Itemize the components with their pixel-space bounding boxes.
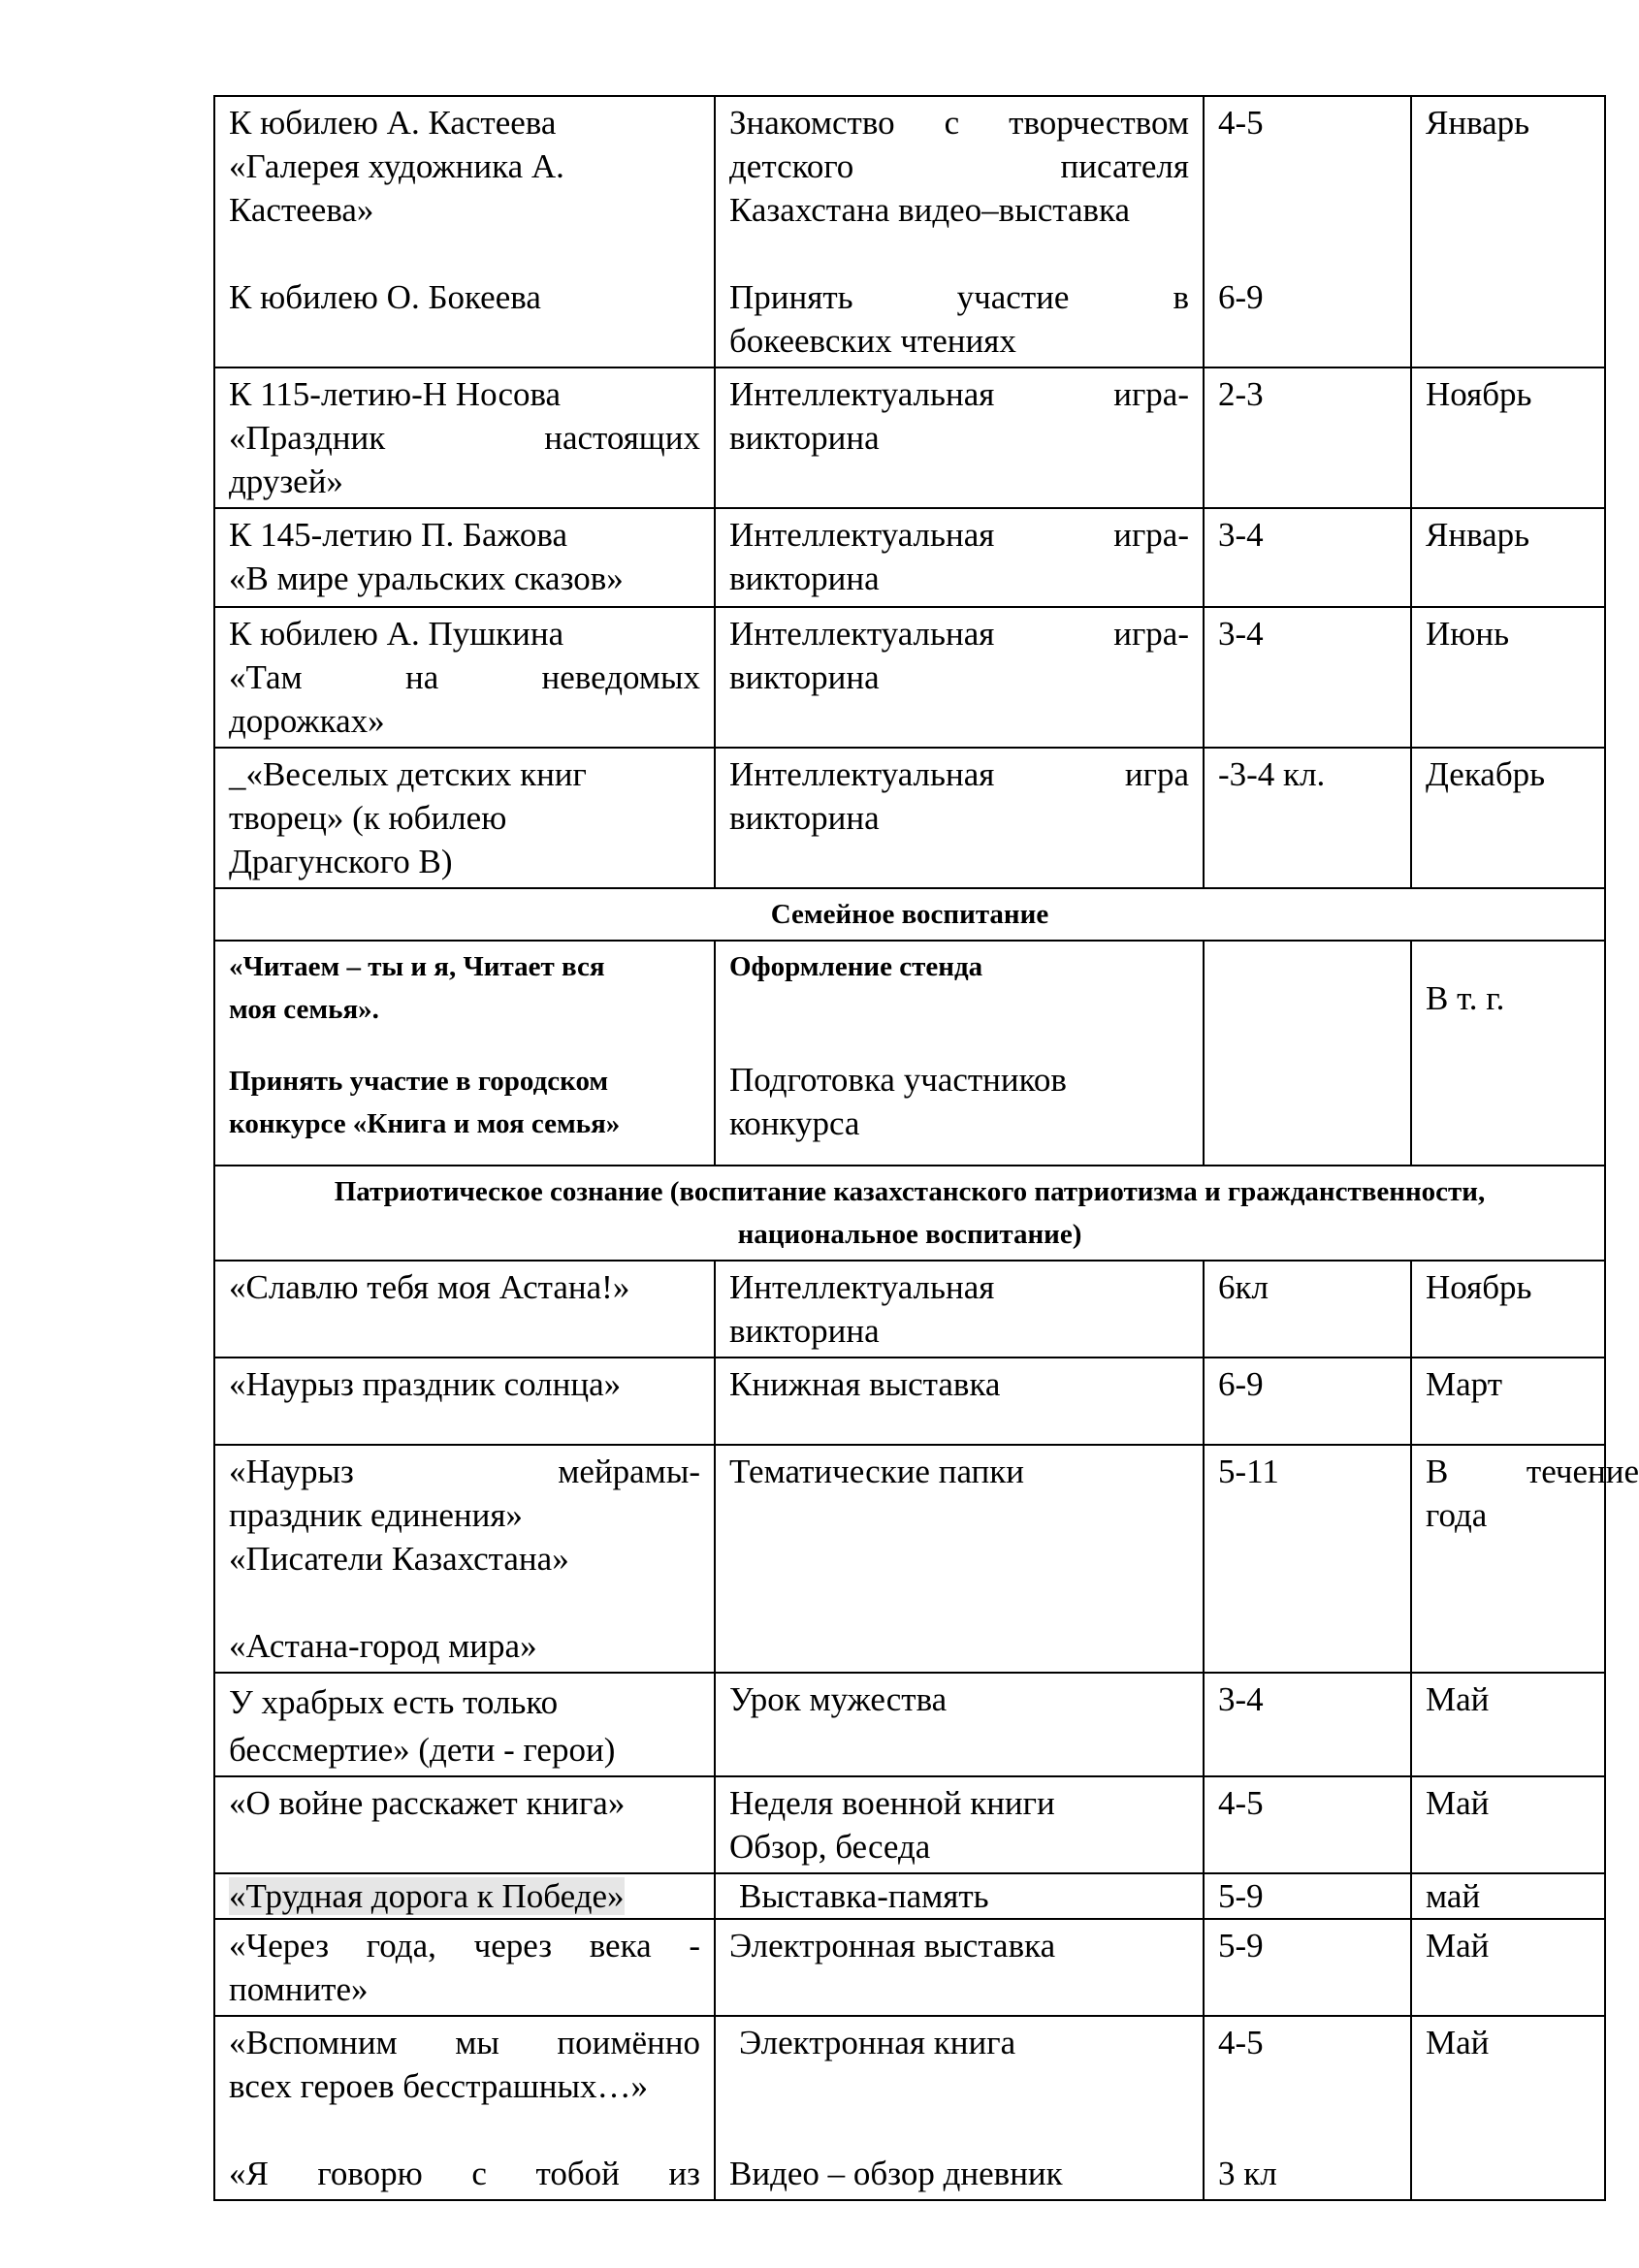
event-form-cell: Неделя военной книги Обзор, беседа — [715, 1776, 1204, 1873]
event-form-cell: Оформление стенда Подготовка участников конкурса — [715, 941, 1204, 1166]
table-row — [214, 1358, 1605, 1445]
event-date-cell: Март — [1411, 1358, 1605, 1445]
event-date-cell: Декабрь — [1411, 748, 1605, 888]
event-form-cell: Интеллектуальная игра- викторина — [715, 607, 1204, 748]
event-class-cell: 6-9 — [1204, 1358, 1411, 1445]
event-class-cell: -3-4 кл. — [1204, 748, 1411, 888]
event-form-cell: Электронная книга Видео – обзор дневник — [715, 2016, 1204, 2200]
event-class-cell: 3-4 — [1204, 508, 1411, 607]
event-date-cell: В течение года — [1411, 1445, 1605, 1673]
event-date-cell: Июнь — [1411, 607, 1605, 748]
event-class-cell: 4-5 — [1204, 1776, 1411, 1873]
event-date-cell: Январь — [1411, 96, 1605, 367]
event-date-cell: май — [1411, 1873, 1605, 1919]
event-form-cell: Интеллектуальная игра викторина — [715, 748, 1204, 888]
table-row — [214, 607, 1605, 748]
event-form-cell: Тематические папки — [715, 1445, 1204, 1673]
event-title-cell: К 145-летию П. Бажова «В мире уральских сказов» — [214, 508, 715, 607]
table-row — [214, 748, 1605, 888]
event-form-cell: Знакомство с творчеством детского писателя Казахстана видео–выставка Принять участие в бокеевских чтениях — [715, 96, 1204, 367]
event-title-cell: «Славлю тебя моя Астана!» — [214, 1261, 715, 1358]
event-title-cell: К 115-летию-Н Носова «Праздник настоящих друзей» — [214, 367, 715, 508]
event-title-cell: К юбилею А. Кастеева «Галерея художника А. Кастеева» К юбилею О. Бокеева — [214, 96, 715, 367]
event-form-cell: Книжная выставка — [715, 1358, 1204, 1445]
event-date-cell: Ноябрь — [1411, 367, 1605, 508]
event-class-cell: 5-9 — [1204, 1873, 1411, 1919]
event-date-cell: Май — [1411, 1673, 1605, 1776]
event-class-cell — [1204, 941, 1411, 1166]
table-row — [214, 1873, 1605, 1919]
event-title-cell: «Читаем – ты и я, Читает вся моя семья». Принять участие в городском конкурсе «Книга и моя семья» — [214, 941, 715, 1166]
event-form-cell: Интеллектуальная викторина — [715, 1261, 1204, 1358]
section-row — [214, 888, 1605, 941]
event-title-cell: «Наурыз мейрамы- праздник единения» «Писатели Казахстана» «Астана-город мира» — [214, 1445, 715, 1673]
table-row — [214, 1919, 1605, 2016]
event-class-cell: 3-4 — [1204, 1673, 1411, 1776]
section-heading-family: Семейное воспитание — [214, 888, 1605, 941]
event-title-cell: _«Веселых детских книг творец» (к юбилею Драгунского В) — [214, 748, 715, 888]
event-form-cell: Интеллектуальная игра- викторина — [715, 508, 1204, 607]
table-row — [214, 96, 1605, 367]
event-class-cell: 3-4 — [1204, 607, 1411, 748]
event-form-cell: Электронная выставка — [715, 1919, 1204, 2016]
event-title-cell: К юбилею А. Пушкина «Там на неведомых дорожках» — [214, 607, 715, 748]
table-row — [214, 1261, 1605, 1358]
event-class-cell: 2-3 — [1204, 367, 1411, 508]
table-row — [214, 1445, 1605, 1673]
event-title-cell: «Вспомним мы поимённо всех героев бесстрашных…» «Я говорю с тобой из — [214, 2016, 715, 2200]
event-title-cell: «Через года, через века - помните» — [214, 1919, 715, 2016]
table-row — [214, 508, 1605, 607]
table-row — [214, 367, 1605, 508]
section-row — [214, 1166, 1605, 1261]
event-title-cell: У храбрых есть только бессмертие» (дети - герои) — [214, 1673, 715, 1776]
event-class-cell: 6кл — [1204, 1261, 1411, 1358]
table-row — [214, 941, 1605, 1166]
event-date-cell: Май — [1411, 2016, 1605, 2200]
event-title-cell: «Наурыз праздник солнца» — [214, 1358, 715, 1445]
event-date-cell: Январь — [1411, 508, 1605, 607]
event-title-cell: «Трудная дорога к Победе» — [214, 1873, 715, 1919]
event-form-cell: Урок мужества — [715, 1673, 1204, 1776]
table-row — [214, 1776, 1605, 1873]
event-class-cell: 4-5 3 кл — [1204, 2016, 1411, 2200]
event-class-cell: 4-5 6-9 — [1204, 96, 1411, 367]
event-date-cell: Май — [1411, 1776, 1605, 1873]
event-form-cell: Выставка-память — [715, 1873, 1204, 1919]
event-class-cell: 5-11 — [1204, 1445, 1411, 1673]
event-date-cell: Ноябрь — [1411, 1261, 1605, 1358]
event-class-cell: 5-9 — [1204, 1919, 1411, 2016]
event-date-cell: В т. г. — [1411, 941, 1605, 1166]
events-plan-table — [213, 95, 1639, 2201]
section-heading-patriotic: Патриотическое сознание (воспитание казахстанского патриотизма и гражданственности, национальное воспитание) — [214, 1166, 1605, 1261]
event-form-cell: Интеллектуальная игра- викторина — [715, 367, 1204, 508]
table-row — [214, 1673, 1605, 1776]
table-row — [214, 2016, 1605, 2200]
event-title-cell: «О войне расскажет книга» — [214, 1776, 715, 1873]
event-date-cell: Май — [1411, 1919, 1605, 2016]
